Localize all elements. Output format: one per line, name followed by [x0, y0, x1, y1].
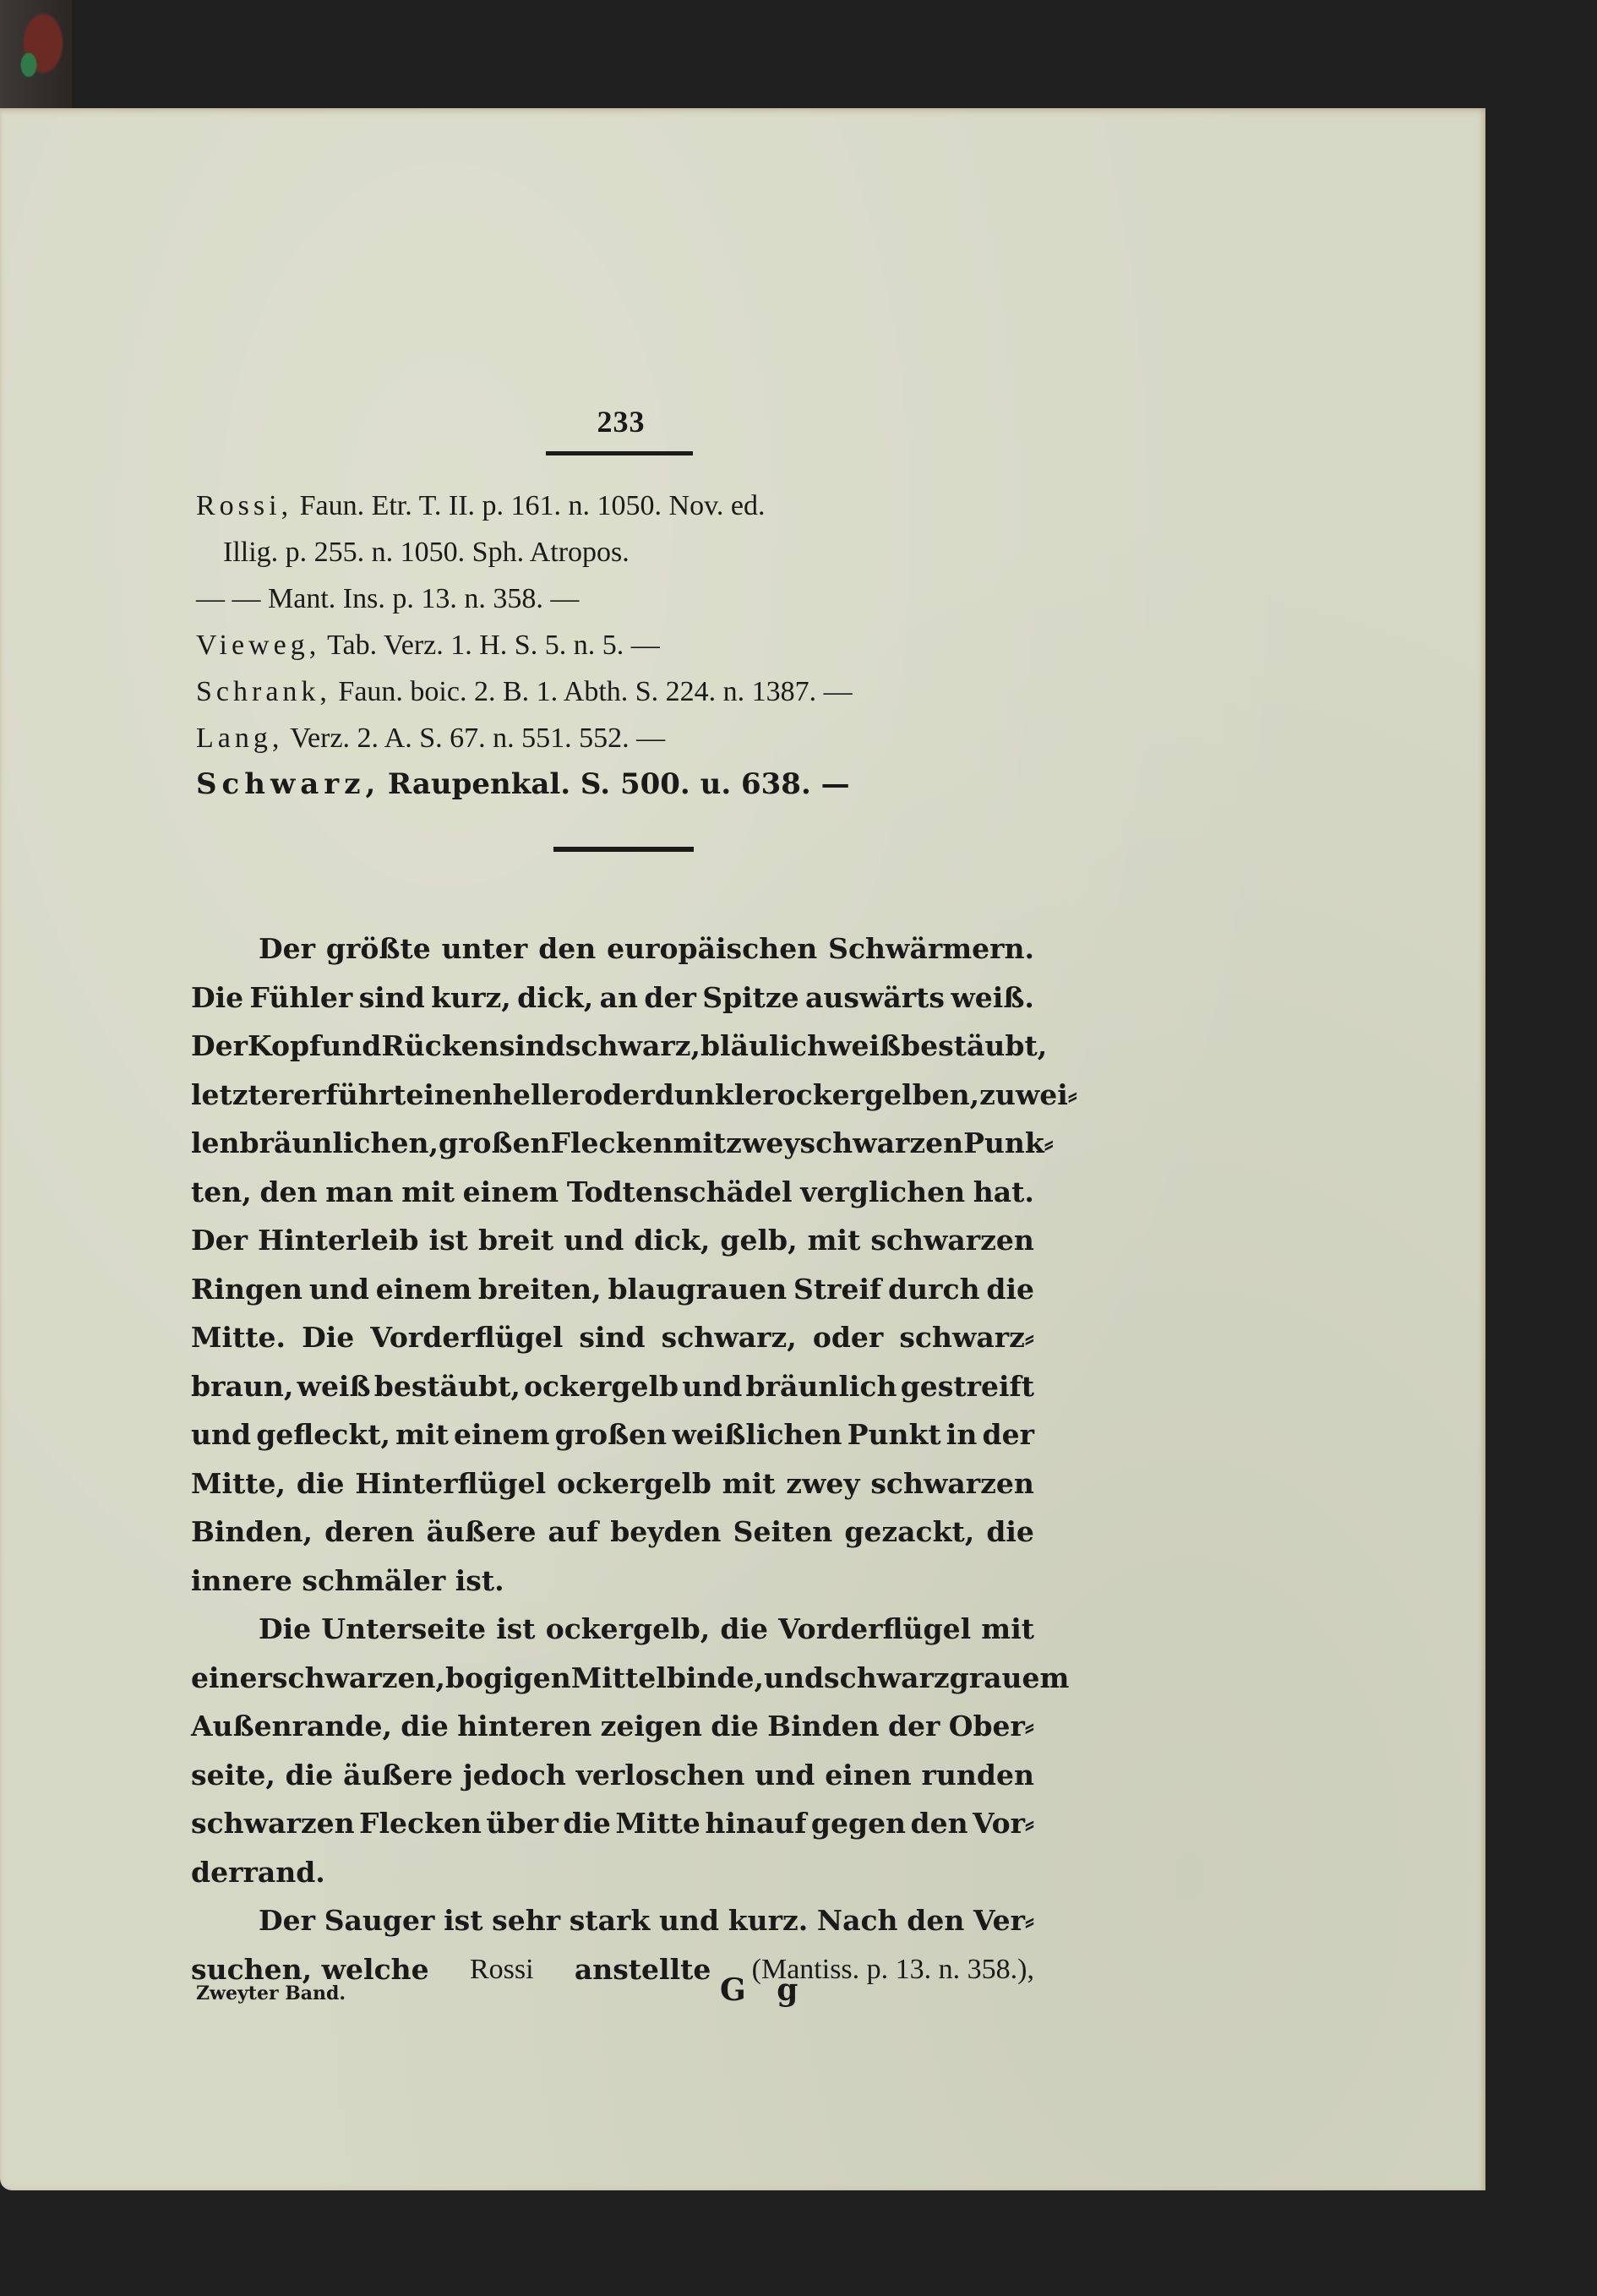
word: heller [492, 1077, 585, 1111]
word: einem [375, 1272, 472, 1306]
word: und [564, 1224, 624, 1257]
word: dick, [634, 1224, 711, 1257]
word: führt [325, 1077, 406, 1111]
word: blaugrauen [608, 1272, 788, 1306]
word: Flecken [359, 1807, 482, 1840]
word: Vorderflügel [778, 1612, 972, 1645]
word: gestreift [900, 1369, 1034, 1403]
word: hinteren [457, 1710, 592, 1742]
citation-line [196, 761, 1075, 808]
word: mit [395, 1418, 449, 1451]
word: Mitte [615, 1807, 700, 1840]
word: die [285, 1758, 334, 1792]
word: mit [673, 1126, 727, 1159]
body-line [191, 1896, 1034, 1945]
word: schwarzen [870, 1224, 1034, 1257]
word: Binden [767, 1710, 880, 1742]
body-line [191, 1362, 1034, 1411]
word: schwarzen [870, 1466, 1034, 1500]
citation-line [196, 483, 1075, 529]
word: Mitte. [191, 1321, 286, 1354]
citation-line [196, 715, 1075, 761]
word: der [644, 980, 696, 1014]
word: man [325, 1175, 394, 1208]
body-line-text: innere schmäler ist. [191, 1563, 504, 1597]
word: bläulichweiß [700, 1029, 902, 1062]
body-line [191, 1313, 1034, 1362]
citation-reference: Verz. 2. A. S. 67. n. 551. 552. — [290, 723, 666, 754]
body-line-text [259, 1605, 1034, 1654]
body-line-text [191, 1654, 1070, 1703]
body-line-segment: suchen, welche [191, 1952, 429, 1986]
citation-reference: Faun. boic. 2. B. 1. Abth. S. 224. n. 1387. — [338, 676, 853, 707]
word: und [658, 1904, 720, 1937]
citation-author: Vieweg, [196, 630, 321, 661]
word: oder [584, 1077, 655, 1111]
word: weiß [297, 1369, 371, 1403]
word: Mittelbinde, [570, 1661, 764, 1694]
word: großen [439, 1126, 551, 1159]
body-line-text [191, 1216, 1034, 1265]
body-line [191, 1702, 1034, 1751]
word: letzterer [191, 1077, 326, 1111]
word: bogigen [444, 1661, 571, 1694]
word: ockergelben, [777, 1077, 980, 1111]
word: Flecken [550, 1126, 673, 1159]
word: die [296, 1466, 345, 1500]
word: ist [496, 1612, 536, 1645]
body-line-text [191, 973, 1034, 1023]
word: schwarz, [564, 1029, 700, 1062]
word: und [763, 1661, 825, 1694]
word: Der [259, 932, 315, 965]
citation-line [196, 622, 1075, 668]
word: gegen [810, 1807, 907, 1840]
word: die [720, 1612, 768, 1645]
word: hinauf [705, 1807, 807, 1840]
word: verglichen [800, 1175, 966, 1208]
word: äußere [426, 1515, 537, 1548]
body-line-text: derrand. [191, 1855, 325, 1889]
citation-author: Rossi, [196, 490, 293, 521]
word: Unterseite [321, 1612, 487, 1645]
word: zwey [726, 1126, 800, 1159]
word: Fühler [249, 980, 353, 1014]
body-line [191, 1265, 1034, 1314]
word: Der [259, 1904, 315, 1937]
word: die [986, 1515, 1034, 1548]
word: zeigen [600, 1710, 702, 1742]
word: in [946, 1418, 978, 1451]
body-line-text [191, 1799, 1034, 1848]
word: seite, [191, 1758, 275, 1792]
word: den [259, 1175, 318, 1208]
body-line-text [191, 1508, 1034, 1557]
word: einen [825, 1758, 912, 1792]
word: Hinterleib [258, 1224, 419, 1257]
body-line-text [191, 1362, 1034, 1411]
word: ockergelb [524, 1369, 679, 1403]
word: die [563, 1807, 611, 1840]
book-page [0, 108, 1485, 2190]
word: zuwei⸗ [979, 1077, 1077, 1111]
word: und [755, 1758, 815, 1792]
word: deren [324, 1515, 415, 1548]
body-line [191, 1119, 1054, 1168]
body-line-segment: (Mantiss. p. 13. n. 358.), [751, 1953, 1034, 1985]
body-line [191, 973, 1034, 1023]
citation-author: Lang, [196, 723, 284, 754]
word: Punk⸗ [963, 1126, 1054, 1159]
word: den [538, 932, 597, 965]
word: runden [921, 1758, 1034, 1792]
body-line-text [259, 1896, 1034, 1945]
body-line-text [191, 1119, 1054, 1168]
citation-line [196, 529, 1075, 575]
word: ist [428, 1224, 468, 1257]
word: Ober⸗ [948, 1710, 1034, 1742]
word: bräunlichen, [239, 1126, 439, 1159]
word: den [910, 1807, 968, 1840]
word: Punkt [847, 1418, 941, 1451]
word: dunkler [654, 1077, 777, 1111]
word: Spitze [702, 980, 799, 1014]
word: auswärts [805, 980, 945, 1014]
body-line-text [191, 1168, 1034, 1217]
page-number: 233 [597, 405, 646, 439]
body-line [191, 924, 1034, 973]
word: unter [441, 932, 528, 965]
word: Seiten [733, 1515, 833, 1548]
body-line [191, 1654, 1070, 1703]
word: sind [358, 980, 425, 1014]
body-line-text [191, 1022, 1048, 1071]
citation-line [196, 668, 1075, 715]
word: Ver⸗ [973, 1904, 1034, 1937]
body-line-text [259, 924, 1034, 973]
body-line [191, 1459, 1034, 1508]
citation-reference: Tab. Verz. 1. H. S. 5. n. 5. — [327, 630, 660, 661]
word: ten, [191, 1175, 252, 1208]
word: ockergelb [556, 1466, 711, 1500]
word: len [191, 1126, 240, 1159]
word: gefleckt, [256, 1418, 390, 1451]
citation-block [196, 483, 1075, 808]
word: Nach [816, 1904, 898, 1937]
word: Streif [793, 1272, 882, 1306]
citation-line [196, 575, 1075, 622]
word: stark [569, 1904, 651, 1937]
body-line-segment: Rossi [469, 1953, 534, 1985]
citation-author: Schrank, [196, 676, 331, 707]
body-line-text [191, 1751, 1034, 1800]
word: auf [548, 1515, 599, 1548]
word: bestäubt, [373, 1369, 521, 1403]
word: Schwärmern. [828, 932, 1034, 965]
word: die [711, 1710, 759, 1742]
word: äußere [343, 1758, 453, 1792]
word: sehr [492, 1904, 561, 1937]
body-line [191, 1410, 1034, 1459]
word: die [986, 1272, 1034, 1306]
word: hat. [973, 1175, 1034, 1208]
citation-reference: Illig. p. 255. n. 1050. Sph. Atropos. [223, 537, 630, 568]
word: Binden, [191, 1515, 313, 1548]
word: Mitte, [191, 1466, 286, 1500]
word: an [599, 980, 638, 1014]
section-separator [553, 847, 694, 852]
word: über [486, 1807, 559, 1840]
word: schwarzgrauem [824, 1661, 1070, 1694]
body-line-text [191, 1071, 1077, 1120]
citation-reference: Raupenkal. S. 500. u. 638. — [387, 767, 850, 801]
volume-signature: Zweyter Band. [196, 1982, 346, 2004]
body-line-segment: anstellte [574, 1952, 711, 1986]
word: Der [191, 1224, 248, 1257]
word: oder [812, 1321, 884, 1354]
word: bestäubt, [901, 1029, 1048, 1062]
word: Vorderflügel [370, 1321, 564, 1354]
word: schwarzen, [271, 1661, 445, 1694]
word: Die [302, 1321, 355, 1354]
word: breiten, [477, 1272, 602, 1306]
body-line [191, 1799, 1034, 1848]
word: gezackt, [844, 1515, 975, 1548]
word: dick, [517, 980, 594, 1014]
page-number-rule [546, 451, 693, 455]
word: beyden [610, 1515, 722, 1548]
description-text [191, 924, 1077, 1993]
scan-edge-artifact [0, 0, 72, 108]
word: sind [579, 1321, 646, 1354]
body-line [191, 1751, 1034, 1800]
body-line-text [191, 1459, 1034, 1508]
word: kurz. [728, 1904, 809, 1937]
word: der [982, 1418, 1034, 1451]
word: weißlichen [672, 1418, 842, 1451]
word: bräunlich [745, 1369, 897, 1403]
word: und [191, 1418, 252, 1451]
word: mit [722, 1466, 776, 1500]
word: durch [888, 1272, 980, 1306]
word: braun, [191, 1369, 294, 1403]
body-line-text [191, 1265, 1034, 1314]
word: schwarzen [191, 1807, 355, 1840]
word: einem [462, 1175, 559, 1208]
word: Vor⸗ [973, 1807, 1034, 1840]
word: europäischen [607, 932, 818, 965]
word: großen [554, 1418, 668, 1451]
word: und [321, 1029, 382, 1062]
body-line [191, 1557, 1034, 1606]
body-line [191, 1071, 1077, 1120]
word: Der [191, 1029, 248, 1062]
word: größte [325, 932, 431, 965]
word: Rücken [381, 1029, 499, 1062]
word: Die [191, 980, 244, 1014]
body-line [191, 1848, 1034, 1897]
citation-reference: — — Mant. Ins. p. 13. n. 358. — [196, 583, 580, 614]
word: mit [981, 1612, 1034, 1645]
word: einen [406, 1077, 493, 1111]
word: zwey [786, 1466, 860, 1500]
word: schwarz⸗ [899, 1321, 1034, 1354]
word: kurz, [431, 980, 511, 1014]
word: ockergelb, [545, 1612, 711, 1645]
body-line [191, 1605, 1034, 1654]
gathering-signature: G g [720, 1972, 809, 2008]
word: den [907, 1904, 965, 1937]
word: schwarz, [661, 1321, 797, 1354]
word: Hinterflügel [355, 1466, 547, 1500]
body-line [191, 1168, 1034, 1217]
word: Ringen [191, 1272, 303, 1306]
word: weiß. [951, 980, 1034, 1014]
word: die [401, 1710, 449, 1742]
word: schwarzen [799, 1126, 964, 1159]
body-line-text [191, 1410, 1034, 1459]
body-line [191, 1022, 1048, 1071]
word: und [308, 1272, 369, 1306]
word: Die [259, 1612, 312, 1645]
word: Außenrande, [191, 1710, 392, 1742]
word: breit [477, 1224, 554, 1257]
word: Todtenschädel [566, 1175, 793, 1208]
body-line-text [191, 1702, 1034, 1751]
word: gelb, [720, 1224, 798, 1257]
word: mit [807, 1224, 861, 1257]
word: Kopf [248, 1029, 322, 1062]
word: und [682, 1369, 743, 1403]
word: mit [401, 1175, 455, 1208]
word: einer [191, 1661, 272, 1694]
body-line [191, 1216, 1034, 1265]
word: jedoch [462, 1758, 566, 1792]
citation-author: Schwarz, [196, 767, 381, 801]
word: ist [444, 1904, 483, 1937]
word: sind [499, 1029, 565, 1062]
body-line [191, 1508, 1034, 1557]
word: Sauger [324, 1904, 435, 1937]
word: einem [454, 1418, 550, 1451]
body-line-text [191, 1313, 1034, 1362]
word: der [887, 1710, 940, 1742]
citation-reference: Faun. Etr. T. II. p. 161. n. 1050. Nov. ed. [299, 490, 766, 521]
word: verloschen [575, 1758, 745, 1792]
